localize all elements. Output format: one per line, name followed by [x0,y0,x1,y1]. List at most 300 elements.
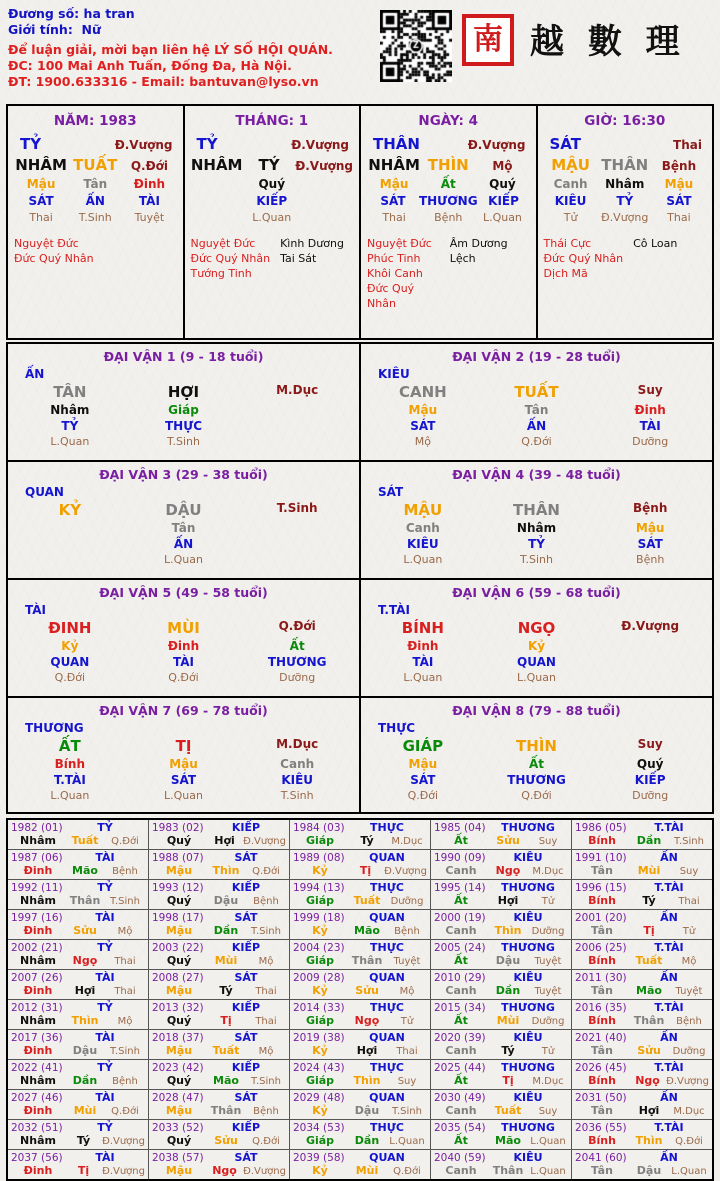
annual-year: 2037 (56) [11,1152,63,1164]
header-brand [380,6,712,104]
annual-ten-god: KIÊU [513,1091,543,1104]
annual-luck-cell[interactable] [431,1000,572,1029]
annual-ten-god: THƯƠNG [501,1061,555,1074]
annual-luck-cell[interactable] [149,1120,290,1149]
hidden-life-stage: L.Quan [403,671,443,684]
than-sat-item: Đức Quý Nhân [367,282,415,310]
annual-stem: Tân [591,1164,613,1177]
annual-luck-cell[interactable] [572,1090,712,1119]
annual-year: 2019 (38) [293,1032,345,1044]
annual-year: 1987 (06) [11,852,63,864]
table-row [8,970,712,1000]
annual-luck-cell[interactable] [572,1030,712,1059]
annual-life-stage: Tuyệt [675,986,703,997]
than-sat-left [367,236,440,311]
hidden-stem: Quý [636,757,664,771]
annual-year: 2020 (39) [434,1032,486,1044]
annual-stem: Giáp [305,894,335,907]
annual-year: 2018 (37) [152,1032,204,1044]
annual-luck-cell[interactable] [290,880,431,909]
annual-life-stage: Suy [679,866,699,877]
annual-luck-cell[interactable] [431,850,572,879]
pillar-life-stage: Đ.Vượng [295,159,354,173]
annual-branch: Sửu [73,924,97,937]
annual-luck-cell[interactable] [149,970,290,999]
major-luck-8[interactable] [361,698,712,812]
annual-ten-god: KIẾP [231,1121,261,1134]
than-sat-item: Âm Dương Lệch [449,237,508,265]
annual-luck-cell[interactable] [431,1150,572,1179]
hidden-life-stage: L.Quan [164,789,203,802]
major-luck-top-god: THƯƠNG [25,721,84,735]
annual-luck-cell[interactable] [290,1060,431,1089]
annual-luck-cell[interactable] [431,1030,572,1059]
annual-stem: Đinh [23,864,53,877]
annual-ten-god: THỰC [370,881,404,894]
annual-life-stage: Đ.Vượng [102,1166,145,1177]
annual-life-stage: Đ.Vượng [243,1166,286,1177]
annual-life-stage: T.Sinh [251,926,281,937]
hidden-stem: Mậu [408,757,438,771]
annual-stem: Ất [454,1014,468,1027]
major-luck-row [6,696,714,814]
major-luck-2[interactable] [361,344,712,460]
annual-branch: Mão [495,1134,521,1147]
annual-life-stage: Q.Đới [111,1106,139,1117]
annual-stem: Mậu [165,1104,193,1117]
annual-stem: Mậu [165,1164,193,1177]
annual-branch: Tý [219,984,233,997]
ten-god: ẤN [173,537,194,551]
annual-year: 1985 (04) [434,822,486,834]
annual-year: 2025 (44) [434,1062,486,1074]
annual-life-stage: L.Quan [671,1166,707,1177]
hidden-stem: Tân [83,177,108,191]
pillar-heavenly-stem: NHÂM [15,156,67,174]
annual-luck-cell[interactable] [572,970,712,999]
hidden-life-stage: L.Quan [252,211,292,224]
annual-luck-cell[interactable] [290,1030,431,1059]
annual-luck-cell[interactable] [149,880,290,909]
hidden-life-stage: Bệnh [434,211,463,224]
annual-life-stage: Thai [678,896,700,907]
annual-ten-god: QUAN [369,971,405,984]
than-sat-item: Nguyệt Đức [367,237,432,250]
than-sat-item: Dịch Mã [543,267,588,280]
hidden-life-stage: Tử [563,211,578,224]
annual-branch: Hợi [638,1104,660,1117]
annual-luck-cell[interactable] [431,1060,572,1089]
ten-god: TÀI [639,419,661,433]
annual-stem: Tân [591,864,613,877]
annual-branch: Mão [213,1074,239,1087]
annual-luck-cell[interactable] [8,1120,149,1149]
hidden-life-stage [240,553,354,566]
annual-luck-cell[interactable] [149,850,290,879]
than-sat-item: Tai Sát [280,252,317,265]
annual-luck-cell[interactable] [572,820,712,849]
annual-ten-god: THỰC [370,821,404,834]
major-luck-life-stage: M.Dục [276,737,319,751]
hidden-stem: Đinh [634,403,666,417]
ten-god: SÁT [28,194,54,208]
annual-ten-god: TÀI [95,1031,115,1044]
table-row [8,940,712,970]
hidden-life-stage: Dưỡng [279,671,316,684]
annual-stem: Bính [588,834,616,847]
annual-life-stage: Bệnh [676,1016,702,1027]
annual-ten-god: KIÊU [513,1151,543,1164]
annual-luck-cell[interactable] [431,910,572,939]
annual-luck-cell[interactable] [149,1150,290,1179]
annual-life-stage: T.Sinh [110,1046,140,1057]
annual-luck-cell[interactable] [431,1120,572,1149]
annual-stem: Đinh [23,1164,53,1177]
major-luck-row [6,342,714,460]
major-luck-3[interactable] [8,462,361,578]
annual-life-stage: M.Dục [673,1106,705,1117]
annual-year: 2033 (52) [152,1122,204,1134]
ten-god: THƯƠNG [507,773,566,787]
annual-year: 2002 (21) [11,942,63,954]
annual-stem: Quý [166,1134,192,1147]
annual-year: 1997 (16) [11,912,63,924]
major-luck-7[interactable] [8,698,361,812]
annual-branch: Mão [354,924,380,937]
annual-luck-cell[interactable] [431,820,572,849]
than-sat-item: Kình Dương [280,237,344,250]
annual-branch: Tị [77,1164,90,1177]
pillar-title: NGÀY: 4 [418,113,479,129]
major-luck-top-god: T.TÀI [378,603,410,617]
major-luck-6[interactable] [361,580,712,696]
annual-life-stage: T.Sinh [392,1106,422,1117]
hidden-stem [13,521,127,535]
pillar-top-god: THÂN [373,135,420,153]
hidden-stem: Mậu [379,177,409,191]
major-luck-stem: BÍNH [401,619,444,637]
annual-stem: Nhâm [20,1134,56,1147]
annual-luck-cell[interactable] [431,880,572,909]
annual-luck-cell[interactable] [149,1000,290,1029]
annual-stem: Ất [454,834,468,847]
annual-year: 1982 (01) [11,822,63,834]
annual-stem: Canh [445,1104,477,1117]
annual-year: 2007 (26) [11,972,63,984]
annual-stem: Kỷ [312,1044,328,1057]
annual-life-stage: Mộ [117,926,133,937]
annual-year: 1988 (07) [152,852,204,864]
annual-ten-god: T.TÀI [654,881,684,894]
annual-life-stage: Thai [396,1046,418,1057]
annual-stem: Giáp [305,1014,335,1027]
hidden-stem [593,639,707,653]
annual-life-stage: Tử [541,1046,555,1057]
annual-ten-god: THƯƠNG [501,1001,555,1014]
header-info [8,6,380,104]
annual-year: 2036 (55) [575,1122,627,1134]
annual-year: 2001 (20) [575,912,627,924]
annual-luck-cell[interactable] [8,1030,149,1059]
pillar-1 [8,106,185,338]
annual-ten-god: T.TÀI [654,821,684,834]
major-luck-1[interactable] [8,344,361,460]
major-luck-5[interactable] [8,580,361,696]
major-luck-life-stage: Q.Đới [278,619,316,633]
annual-luck-cell[interactable] [8,910,149,939]
annual-year: 2038 (57) [152,1152,204,1164]
than-sat-item: Nguyệt Đức [190,237,256,250]
ten-god: SÁT [666,194,692,208]
major-luck-title: ĐẠI VẬN 6 (59 - 68 tuổi) [452,585,621,600]
annual-luck-cell[interactable] [290,910,431,939]
annual-branch: Tị [502,1074,514,1087]
annual-life-stage: Mộ [258,1046,274,1057]
annual-ten-god: ẤN [660,971,678,984]
annual-luck-cell[interactable] [290,940,431,969]
annual-branch: Dần [495,984,521,997]
annual-year: 2041 (60) [575,1152,627,1164]
annual-branch: Dậu [72,1044,98,1057]
annual-luck-cell[interactable] [572,910,712,939]
annual-year: 2022 (41) [11,1062,63,1074]
hidden-life-stage: Mộ [414,435,431,448]
annual-branch: Mùi [637,864,661,877]
annual-branch: Dậu [213,894,239,907]
annual-stem: Canh [445,864,477,877]
annual-luck-cell[interactable] [572,1120,712,1149]
promo-line-2: ĐC: 100 Mai Anh Tuấn, Đống Đa, Hà Nội. [8,58,292,73]
annual-stem: Giáp [305,1074,335,1087]
hidden-stem: Quý [258,177,286,191]
major-luck-stem: ĐINH [48,619,92,637]
annual-luck-cell[interactable] [149,1090,290,1119]
annual-ten-god: QUAN [369,1031,405,1044]
annual-ten-god: ẤN [660,1091,678,1104]
annual-life-stage: Tử [400,1016,414,1027]
annual-life-stage: Bệnh [253,1106,279,1117]
annual-life-stage: Bệnh [112,866,138,877]
major-luck-branch: TUẤT [514,383,559,401]
hidden-stem: Bính [54,757,86,771]
annual-luck-cell[interactable] [431,940,572,969]
annual-branch: Dậu [495,954,521,967]
annual-luck-cell[interactable] [149,910,290,939]
header [0,0,720,104]
annual-luck-cell[interactable] [572,880,712,909]
annual-branch: Mão [636,984,662,997]
annual-ten-god: TỶ [97,881,113,894]
ten-god [240,537,354,551]
annual-luck-cell[interactable] [572,1000,712,1029]
hidden-life-stage: Dưỡng [632,435,669,448]
annual-luck-cell[interactable] [8,1090,149,1119]
major-luck-title: ĐẠI VẬN 1 (9 - 18 tuổi) [103,349,264,364]
annual-branch: Tị [220,1014,232,1027]
major-luck-life-stage: T.Sinh [276,501,318,515]
annual-luck-cell[interactable] [8,940,149,969]
annual-luck-cell[interactable] [8,820,149,849]
major-luck-life-stage: Đ.Vượng [621,619,680,633]
hidden-stem: Canh [553,177,588,191]
annual-ten-god: KIẾP [231,941,261,954]
annual-ten-god: TÀI [95,1091,115,1104]
annual-luck-cell[interactable] [431,970,572,999]
annual-stem: Quý [166,954,192,967]
annual-branch: Thân [633,1014,665,1027]
pillar-top-state: Đ.Vượng [114,138,173,152]
brand-title: 越 數 理 [530,22,686,62]
annual-year: 2039 (58) [293,1152,345,1164]
ten-god [13,537,127,551]
annual-luck-cell[interactable] [431,1090,572,1119]
major-luck-life-stage: Suy [637,737,663,751]
annual-stem: Canh [445,984,477,997]
annual-life-stage: Mộ [399,986,415,997]
annual-branch: Tý [501,1044,515,1057]
pillar-earthly-branch: THÌN [427,156,469,174]
annual-life-stage: Tuyệt [534,986,562,997]
annual-stem: Ất [454,954,468,967]
pillar-title: NĂM: 1983 [53,113,137,129]
hidden-life-stage: T.Sinh [520,553,553,566]
annual-branch: Ngọ [212,1164,237,1177]
annual-luck-cell[interactable] [8,880,149,909]
annual-year: 2010 (29) [434,972,486,984]
than-sat-item: Đức Quý Nhân [14,252,94,265]
annual-luck-cell[interactable] [290,820,431,849]
annual-ten-god: KIÊU [513,1031,543,1044]
major-luck-row [6,460,714,578]
qr-code-icon[interactable] [380,10,452,82]
annual-stem: Quý [166,1074,192,1087]
annual-branch: Thân [210,1104,242,1117]
annual-year: 2021 (40) [575,1032,627,1044]
annual-luck-cell[interactable] [572,1150,712,1179]
annual-stem: Quý [166,894,192,907]
annual-luck-cell[interactable] [572,1060,712,1089]
annual-branch: Thìn [353,1074,381,1087]
hidden-stem: Quý [489,177,516,191]
annual-luck-cell[interactable] [290,970,431,999]
annual-luck-cell[interactable] [8,850,149,879]
annual-luck-cell[interactable] [290,1000,431,1029]
annual-stem: Nhâm [20,834,56,847]
annual-stem: Nhâm [20,894,56,907]
major-luck-top-god: ẤN [25,367,45,381]
annual-branch: Hợi [356,1044,378,1057]
annual-luck-cell[interactable] [149,1060,290,1089]
annual-ten-god: QUAN [369,851,405,864]
annual-stem: Canh [445,1044,477,1057]
major-luck-top-god: SÁT [378,485,404,499]
hidden-life-stage: Q.Đới [407,789,439,802]
table-row [8,1120,712,1150]
annual-luck-cell[interactable] [149,940,290,969]
annual-stem: Canh [445,924,477,937]
annual-life-stage: Bệnh [253,896,279,907]
four-pillars [6,104,714,340]
pillar-heavenly-stem: MẬU [551,156,590,174]
annual-stem: Bính [588,1074,616,1087]
annual-ten-god: TÀI [95,1151,115,1164]
subject-name-label: Đương số: [8,6,80,21]
annual-luck-cell[interactable] [8,1060,149,1089]
annual-luck-cell[interactable] [8,970,149,999]
annual-year: 2024 (43) [293,1062,345,1074]
major-luck-4[interactable] [361,462,712,578]
gender-value: Nữ [81,22,101,37]
annual-branch: Hợi [74,984,96,997]
annual-stem: Ất [454,1134,468,1147]
table-row [8,1150,712,1179]
annual-luck-cell[interactable] [149,820,290,849]
pillar-top-god: TỶ [20,135,42,153]
hidden-life-stage: Thai [382,211,406,224]
annual-stem: Giáp [305,834,335,847]
gender-line [8,22,380,38]
ten-god: KIÊU [281,773,314,787]
annual-life-stage: Suy [397,1076,417,1087]
annual-stem: Quý [166,1014,192,1027]
annual-life-stage: Q.Đới [252,1136,280,1147]
annual-stem: Canh [445,1164,477,1177]
annual-ten-god: THỰC [370,941,404,954]
annual-year: 1994 (13) [293,882,345,894]
annual-ten-god: THỰC [370,1001,404,1014]
annual-luck-cell[interactable] [290,1120,431,1149]
annual-luck-cell[interactable] [8,1150,149,1179]
pillar-2 [185,106,362,338]
annual-luck-cell[interactable] [8,1000,149,1029]
annual-life-stage: Bệnh [112,1076,138,1087]
annual-branch: Thìn [635,1134,663,1147]
annual-branch: Dần [72,1074,98,1087]
hidden-life-stage: L.Quan [50,789,90,802]
annual-branch: Mùi [73,1104,97,1117]
annual-life-stage: Mộ [681,956,697,967]
annual-branch: Thân [351,954,383,967]
hidden-life-stage: L.Quan [164,553,203,566]
annual-stem: Bính [588,1014,616,1027]
ten-god: SÁT [380,194,406,208]
annual-luck-cell[interactable] [290,1090,431,1119]
major-luck-row [6,578,714,696]
annual-branch: Thân [492,1164,524,1177]
annual-life-stage: Dưỡng [531,1016,565,1027]
hidden-stem: Tân [524,403,549,417]
major-luck-top-god: QUAN [25,485,64,499]
subject-name-line [8,6,380,22]
annual-luck-cell[interactable] [149,1030,290,1059]
annual-stem: Tân [591,984,613,997]
than-sat-item: Tướng Tinh [190,267,252,280]
annual-luck-cell[interactable] [572,940,712,969]
major-luck-title: ĐẠI VẬN 5 (49 - 58 tuổi) [99,585,268,600]
annual-luck-cell[interactable] [290,850,431,879]
annual-stem: Mậu [165,864,193,877]
annual-life-stage: L.Quan [530,1166,566,1177]
annual-luck-cell[interactable] [572,850,712,879]
ten-god: ẤN [526,419,547,433]
annual-stem: Kỷ [312,1104,328,1117]
hidden-stem: Đinh [133,177,166,191]
annual-year: 2014 (33) [293,1002,345,1014]
hidden-stem: Nhâm [50,403,90,417]
annual-luck-cell[interactable] [290,1150,431,1179]
annual-year: 2016 (35) [575,1002,627,1014]
hidden-life-stage: Q.Đới [521,789,552,802]
